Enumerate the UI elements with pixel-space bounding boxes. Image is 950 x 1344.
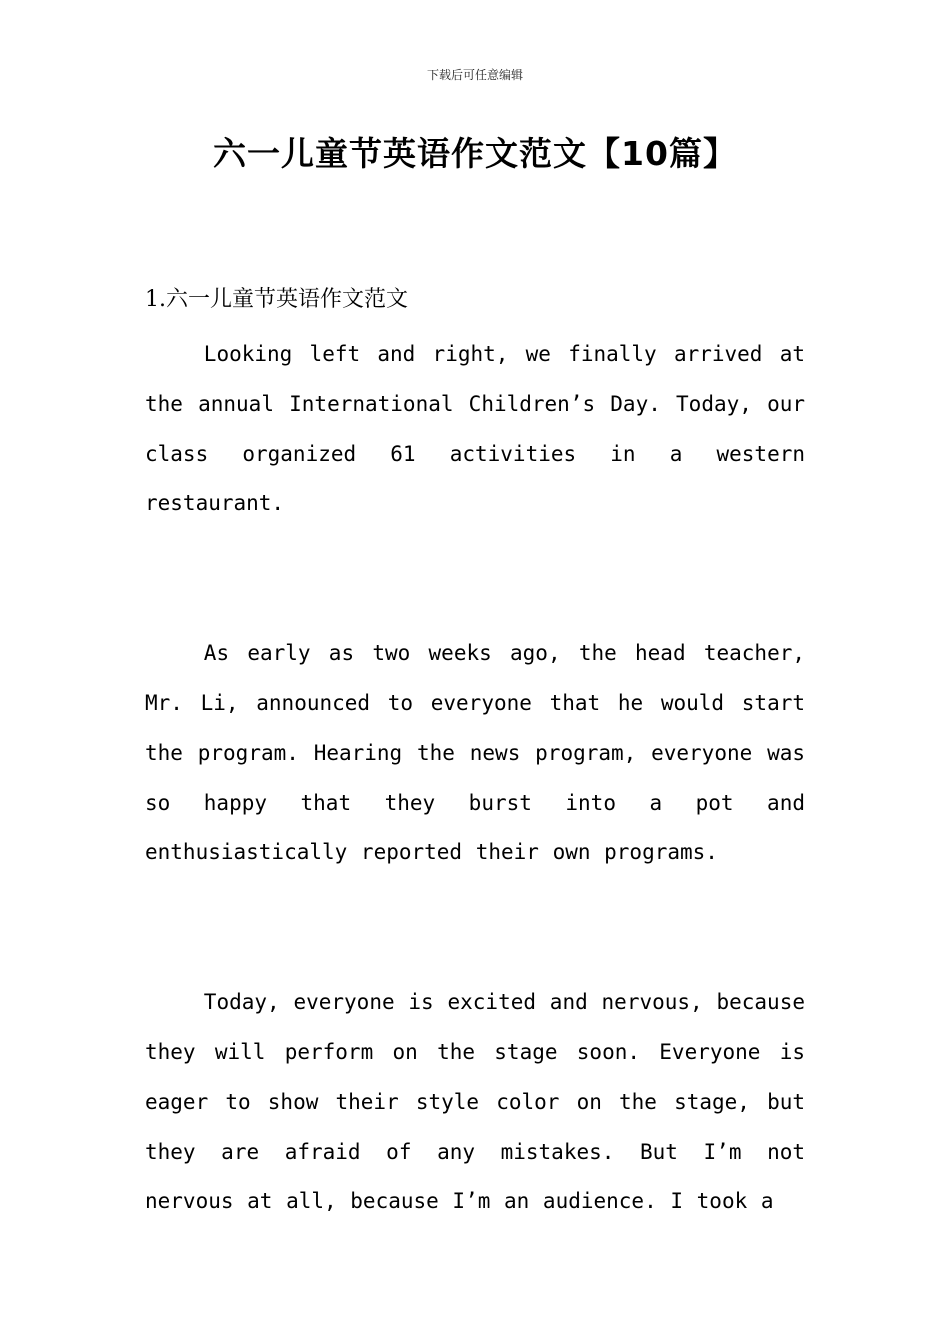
header-note: 下载后可任意编辑 bbox=[426, 68, 523, 82]
document-body bbox=[145, 280, 805, 1227]
section-heading: 1.六一儿童节英语作文范文 bbox=[145, 287, 408, 312]
paragraph: Today, everyone is excited and nervous, because they will perform on the stage soon. Everyone is eager to show their style color on the stage, but they are afraid of any mistakes. But I’m not nervous at all, because I’m an audience. I took a bbox=[145, 990, 805, 1214]
paragraph: Looking left and right, we finally arrived at the annual International Children’s Day. Today, our class organized 61 activities in a western restaurant. bbox=[145, 342, 805, 516]
document-title: 六一儿童节英语作文范文【10篇】 bbox=[213, 134, 737, 173]
paragraph: As early as two weeks ago, the head teacher, Mr. Li, announced to everyone that he would start the program. Hearing the news program, everyone was so happy that they burst into a pot and enthusiastically reported their own programs. bbox=[145, 641, 805, 865]
